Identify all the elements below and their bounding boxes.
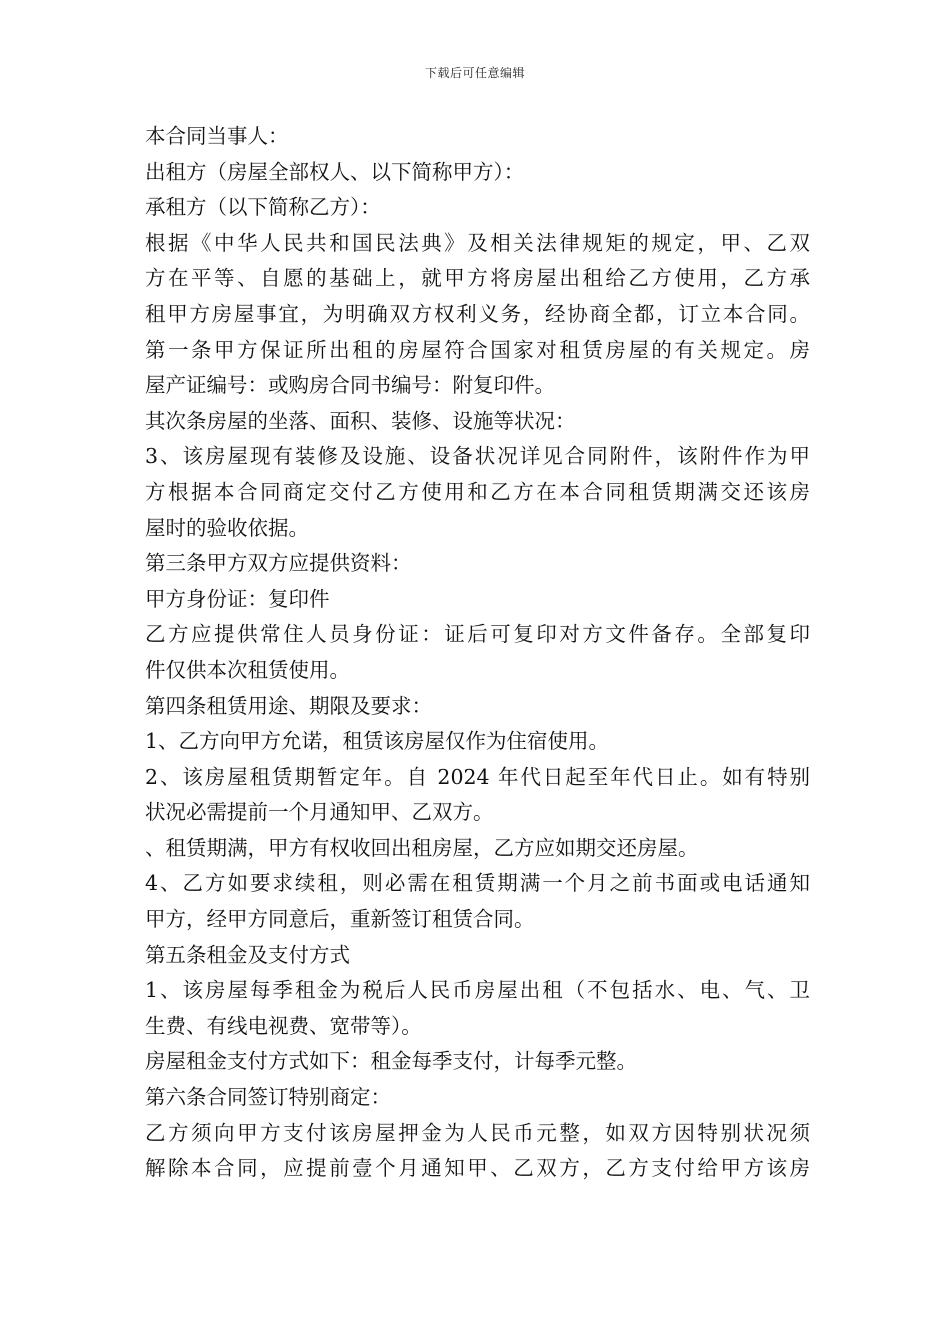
text-line: 方根据本合同商定交付乙方使用和乙方在本合同租赁期满交还该房	[145, 479, 810, 504]
text-line: 1、该房屋每季租金为税后人民币房屋出租（不包括水、电、气、卫	[145, 978, 810, 1003]
text-line: 其次条房屋的坐落、面积、装修、设施等状况：	[145, 408, 576, 433]
text-line: 解除本合同，应提前壹个月通知甲、乙双方，乙方支付给甲方该房	[145, 1156, 810, 1181]
text-line: 屋产证编号：或购房合同书编号：附复印件。	[145, 373, 555, 398]
text-line: 租甲方房屋事宜，为明确双方权利义务，经协商全都，订立本合同。	[145, 301, 810, 326]
page-header-note: 下载后可任意编辑	[424, 66, 525, 80]
text-line: 4、乙方如要求续租，则必需在租赁期满一个月之前书面或电话通知	[145, 871, 810, 896]
text-line: 承租方（以下简称乙方）：	[145, 195, 381, 220]
text-line: 方在平等、自愿的基础上，就甲方将房屋出租给乙方使用，乙方承	[145, 266, 810, 291]
text-line: 件仅供本次租赁使用。	[145, 657, 350, 682]
text-line: 本合同当事人：	[145, 124, 289, 148]
text-line: 第四条租赁用途、期限及要求：	[145, 693, 432, 718]
text-line: 生费、有线电视费、宽带等）。	[145, 1013, 422, 1038]
text-line: 1、乙方向甲方允诺，租赁该房屋仅作为住宿使用。	[145, 729, 610, 754]
contract-body	[145, 119, 810, 1187]
text-line: 3、该房屋现有装修及设施、设备状况详见合同附件，该附件作为甲	[145, 444, 810, 469]
text-line: 房屋租金支付方式如下：租金每季支付，计每季元整。	[145, 1049, 637, 1074]
text-line: 2、该房屋租赁期暂定年。自 2024 年代日起至年代日止。如有特别	[145, 764, 810, 789]
text-line: 第六条合同签订特别商定：	[145, 1085, 391, 1110]
text-line: 乙方应提供常住人员身份证：证后可复印对方文件备存。全部复印	[145, 622, 810, 647]
text-line: 第五条租金及支付方式	[145, 942, 350, 967]
text-line: 乙方须向甲方支付该房屋押金为人民币元整，如双方因特别状况须	[145, 1120, 810, 1145]
text-line: 第三条甲方双方应提供资料：	[145, 551, 412, 576]
text-line: 第一条甲方保证所出租的房屋符合国家对租赁房屋的有关规定。房	[145, 337, 810, 362]
text-line: 屋时的验收依据。	[145, 515, 309, 540]
text-line: 出租方（房屋全部权人、以下简称甲方）：	[145, 159, 525, 184]
text-line: 根据《中华人民共和国民法典》及相关法律规矩的规定，甲、乙双	[145, 230, 810, 255]
text-line: 状况必需提前一个月通知甲、乙双方。	[145, 800, 494, 825]
text-line: 、租赁期满，甲方有权收回出租房屋，乙方应如期交还房屋。	[145, 835, 699, 860]
text-line: 甲方身份证：复印件	[145, 586, 330, 611]
text-line: 甲方，经甲方同意后，重新签订租赁合同。	[145, 907, 535, 932]
